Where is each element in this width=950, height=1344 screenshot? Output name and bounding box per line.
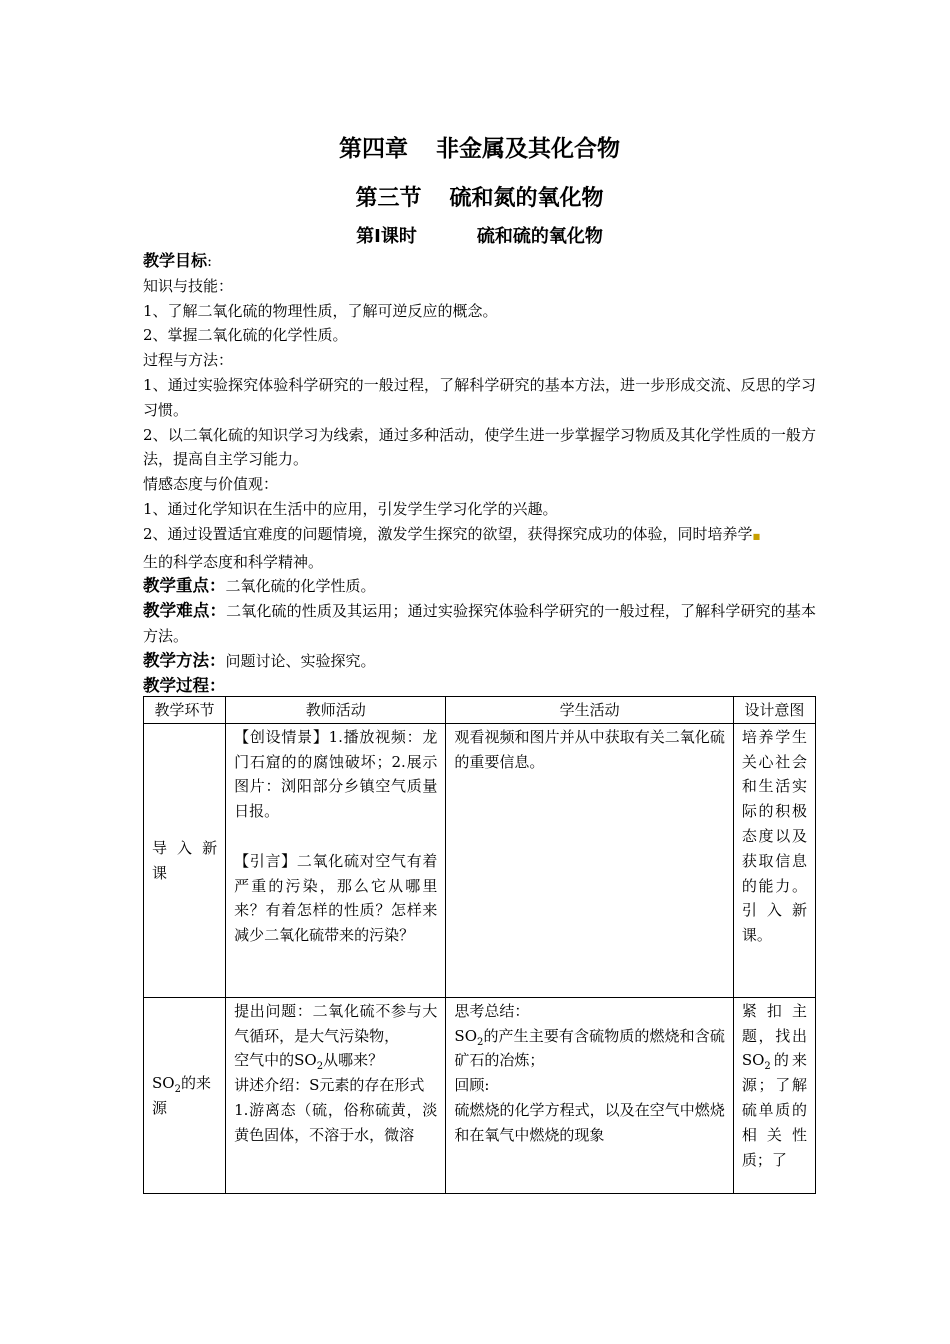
lesson-name: 硫和硫的氧化物	[476, 226, 603, 247]
emotion-item-2: 2、通过设置适宜难度的问题情境，激发学生探究的欲望，获得探究成功的体验，同时培养学■ 生的科学态度和科学精神。	[143, 524, 761, 571]
chapter-number: 第四章	[339, 136, 408, 162]
section-title	[143, 184, 816, 214]
row2-teacher: 提出问题：二氧化硫不参与大气循环，是大气污染物， 空气中的$SO_2$从哪来？ 讲述介绍：S元素的存在形式 1.游离态（硫，俗称硫黄，淡黄色固体，不溶于水，微溶	[226, 997, 446, 1193]
process-heading: 教学过程：	[143, 675, 226, 695]
process-title: 过程与方法：	[143, 351, 234, 370]
lesson-title	[143, 224, 816, 250]
teaching-process-table	[143, 696, 816, 1194]
emotion-title: 情感态度与价值观：	[143, 475, 279, 494]
row2-student: 思考总结： $SO_2$的产生主要有含硫物质的燃烧和含硫矿石的冶炼； 回顾: 硫燃烧的化学方程式，以及在空气中燃烧和在氧气中燃烧的现象	[446, 997, 733, 1193]
chapter-name: 非金属及其化合物	[436, 136, 620, 162]
row2-stage: $SO_2$的来源	[144, 997, 226, 1193]
header-intent: 设计意图	[733, 697, 815, 724]
row1-intent: 培养学生关心社会和生活实际的积极态度以及获取信息的能力。引入新课。	[733, 723, 815, 997]
row1-teacher: 【创设情景】1.播放视频：龙门石窟的的腐蚀破坏；2.展示图片：浏阳部分乡镇空气质量日报。 【引言】二氧化硫对空气有着严重的污染，那么它从哪里来？有着怎样的性质？怎样来减少二氧化硫带来的污染？	[226, 723, 446, 997]
row1-student: 观看视频和图片并从中获取有关二氧化硫的重要信息。	[446, 723, 733, 997]
knowledge-item-1: 1、了解二氧化硫的物理性质，了解可逆反应的概念。	[143, 301, 498, 320]
emotion-item-1: 1、通过化学知识在生活中的应用，引发学生学习化学的兴趣。	[143, 499, 558, 518]
lesson-plan-body	[143, 249, 816, 698]
focus-line: 教学重点：二氧化硫的化学性质。	[143, 576, 376, 596]
method-line: 教学方法：问题讨论、实验探究。	[143, 650, 376, 670]
lesson-number: 第Ⅰ课时	[356, 226, 417, 247]
table-row	[144, 723, 816, 997]
table-row	[144, 997, 816, 1193]
table-header-row	[144, 697, 816, 724]
difficulty-line: 教学难点：二氧化硫的性质及其运用；通过实验探究体验科学研究的一般过程，了解科学研究的基本方法。	[143, 601, 816, 645]
process-item-1: 1、通过实验探究体验科学研究的一般过程，了解科学研究的基本方法，进一步形成交流、反思的学习习惯。	[143, 375, 816, 419]
section-number: 第三节	[355, 186, 422, 211]
row2-intent: 紧扣主题，找出$SO_2$的来源；了解硫单质的相关性质；了	[733, 997, 815, 1193]
chapter-title	[143, 134, 816, 164]
process-item-2: 2、以二氧化硫的知识学习为线索，通过多种活动，使学生进一步掌握学习物质及其化学性质的一般方法，提高自主学习能力。	[143, 425, 816, 469]
knowledge-title: 知识与技能：	[143, 276, 234, 295]
header-student: 学生活动	[446, 697, 733, 724]
goals-heading: 教学目标:	[143, 251, 213, 270]
paragraph-mark-icon: ■	[752, 531, 761, 541]
knowledge-item-2: 2、掌握二氧化硫的化学性质。	[143, 326, 348, 345]
header-stage: 教学环节	[144, 697, 226, 724]
row1-stage: 导 入 新课	[144, 723, 226, 997]
header-teacher: 教师活动	[226, 697, 446, 724]
section-name: 硫和氮的氧化物	[449, 186, 604, 211]
